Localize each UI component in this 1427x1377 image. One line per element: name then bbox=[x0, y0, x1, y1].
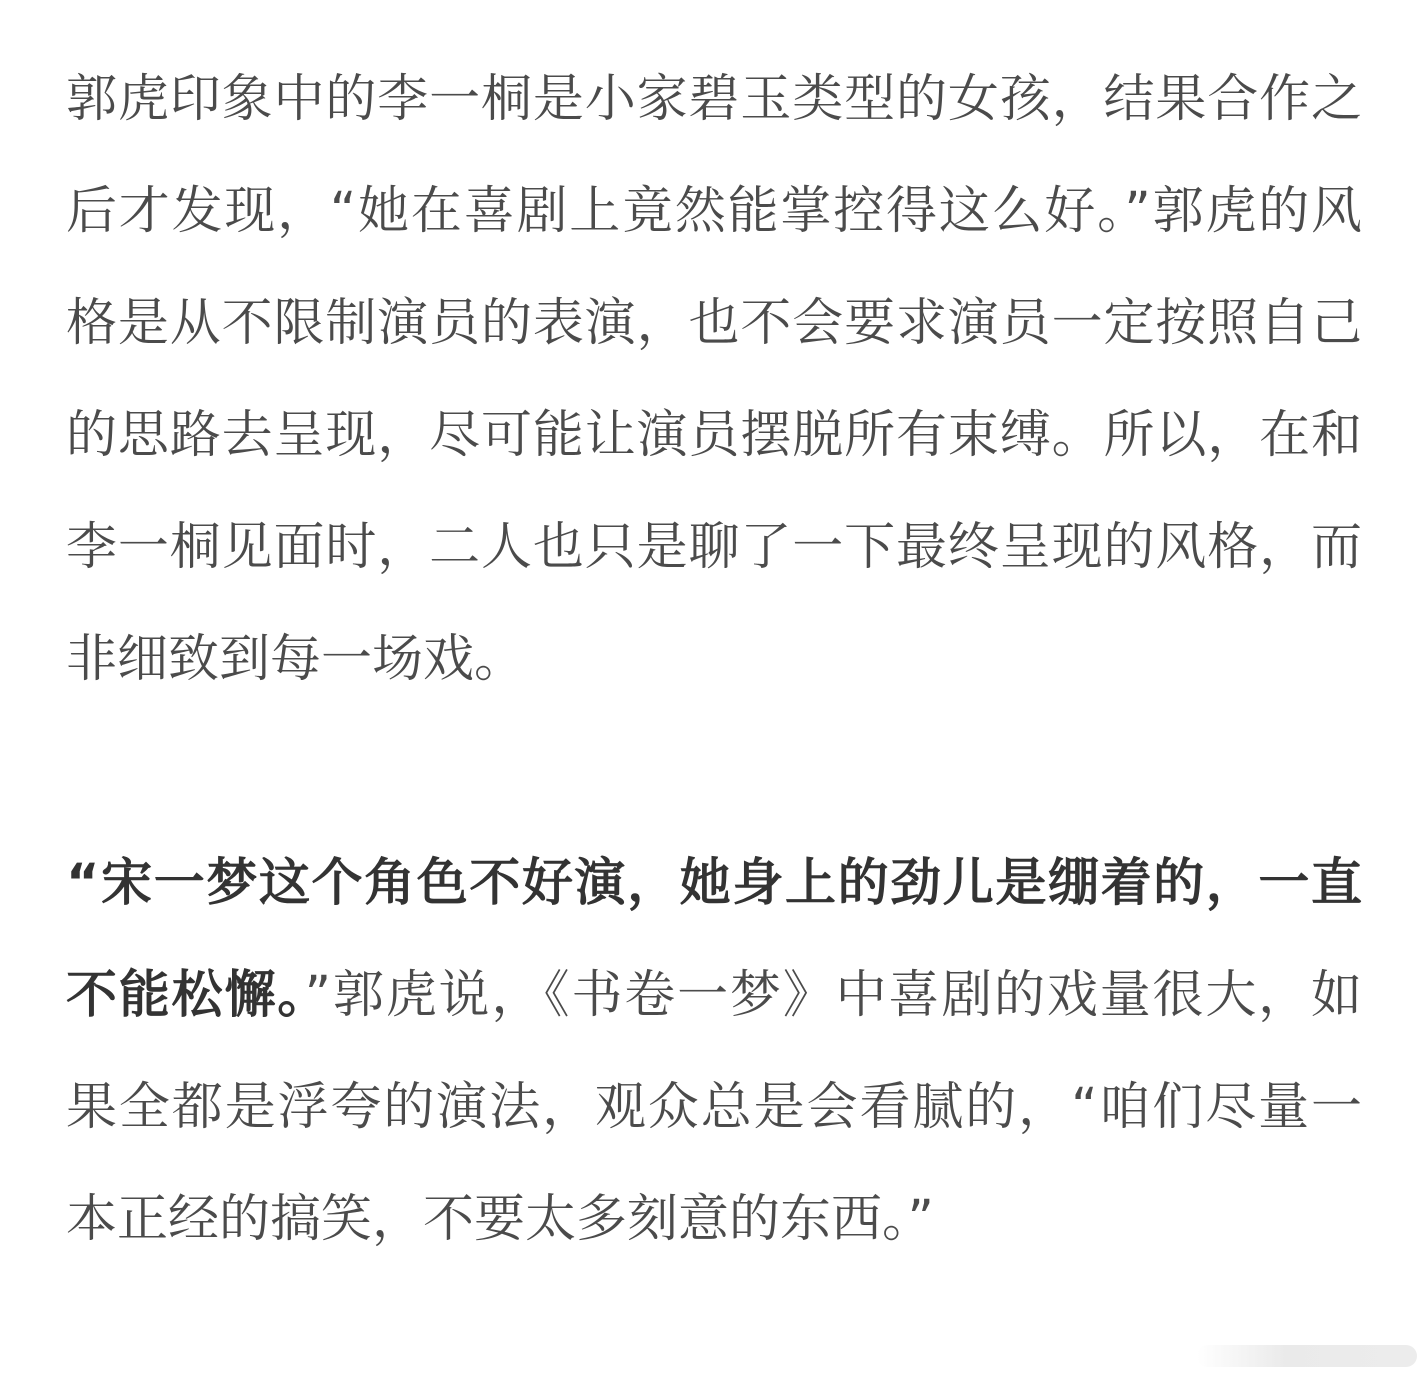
article-body bbox=[66, 44, 1362, 1276]
paragraph-2 bbox=[66, 828, 1362, 1276]
paragraph-2-text: ”郭虎说，《书卷一梦》中喜剧的戏量很大，如果全都是浮夸的演法，观众总是会看腻的，“咱们尽量一本正经的搞笑，不要太多刻意的东西。” bbox=[66, 966, 1362, 1249]
watermark bbox=[1197, 1345, 1417, 1367]
paragraph-1: 郭虎印象中的李一桐是小家碧玉类型的女孩，结果合作之后才发现，“她在喜剧上竟然能掌控得这么好。”郭虎的风格是从不限制演员的表演，也不会要求演员一定按照自己的思路去呈现，尽可能让演员摆脱所有束缚。所以，在和李一桐见面时，二人也只是聊了一下最终呈现的风格，而非细致到每一场戏。 bbox=[66, 70, 1362, 689]
quote-emphasis: “宋一梦这个角色不好演，她身上的劲儿是绷着的，一直不能松懈。 bbox=[66, 854, 1362, 1025]
